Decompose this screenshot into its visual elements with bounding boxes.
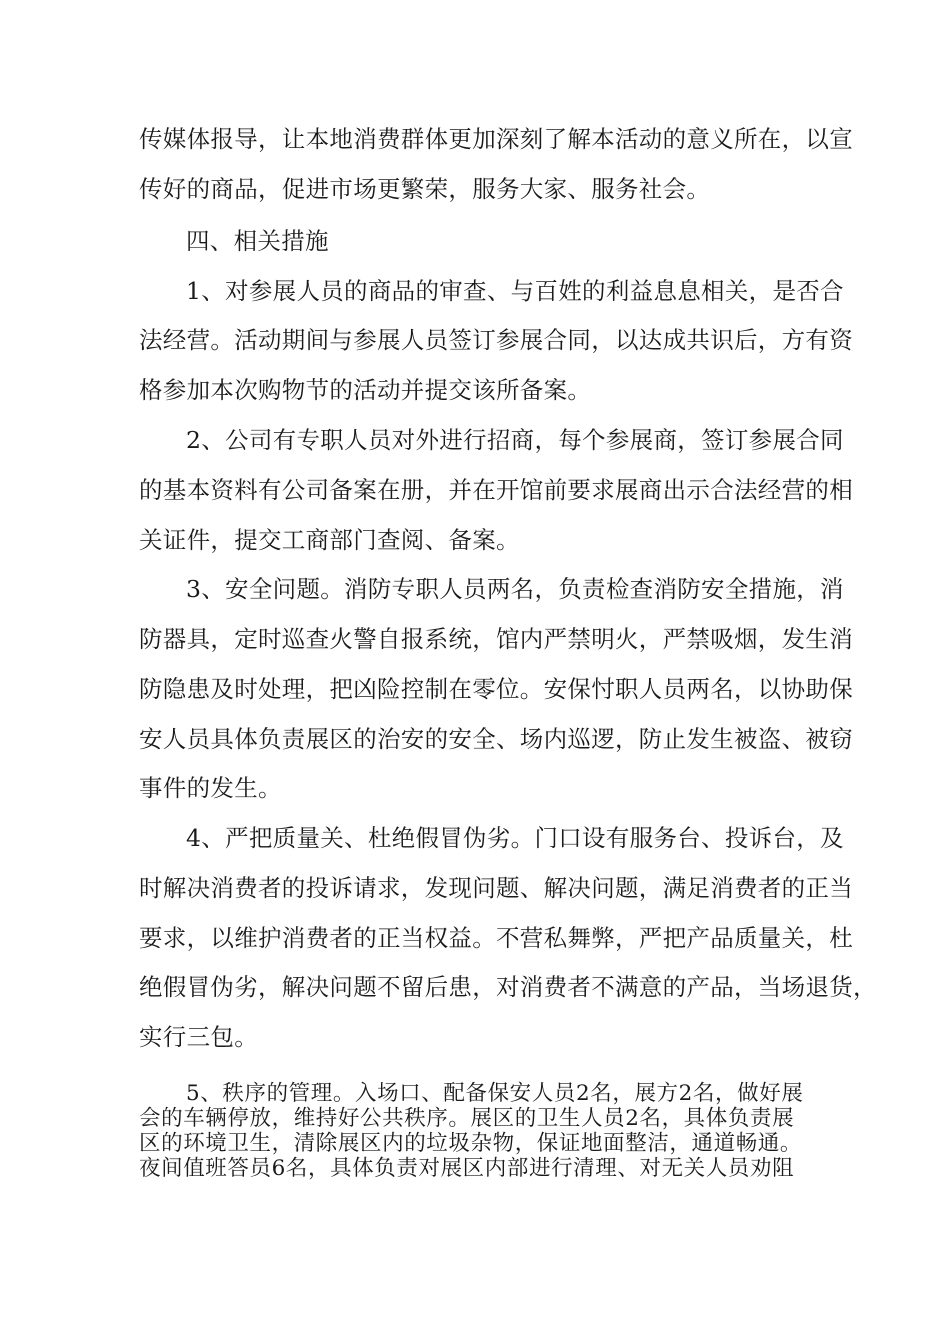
paragraph-line: 格参加本次购物节的活动并提交该所备案。	[139, 376, 592, 404]
paragraph-line: 法经营。活动期间与参展人员签订参展合同，以达成共识后，方有资	[139, 326, 853, 354]
paragraph-line: 会的车辆停放，维持好公共秩序。展区的卫生人员2名，具体负责展	[139, 1106, 795, 1131]
paragraph-line: 2、公司有专职人员对外进行招商，每个参展商，签订参展合同	[186, 426, 844, 454]
paragraph-line: 绝假冒伪劣，解决问题不留后患，对消费者不满意的产品，当场退货，	[139, 973, 877, 1001]
paragraph-line: 防隐患及时处理，把凶险控制在零位。安保忖职人员两名，以协助保	[139, 675, 853, 703]
paragraph-line: 安人员具体负责展区的治安的安全、场内巡逻，防止发生被盗、被窃	[139, 725, 853, 753]
paragraph-line: 4、严把质量关、杜绝假冒伪劣。门口设有服务台、投诉台，及	[186, 824, 844, 852]
paragraph-line: 的基本资料有公司备案在册，并在开馆前要求展商出示合法经营的相	[139, 476, 853, 504]
paragraph-line: 3、安全问题。消防专职人员两名，负责检查消防安全措施，消	[186, 575, 844, 603]
paragraph-line: 防器具，定时巡查火警自报系统，馆内严禁明火，严禁吸烟，发生消	[139, 625, 853, 653]
section-heading: 四、相关措施	[186, 227, 329, 255]
paragraph-line: 传媒体报导，让本地消费群体更加深刻了解本活动的意义所在，以宣	[139, 125, 853, 153]
paragraph-line: 关证件，提交工商部门查阅、备案。	[139, 526, 520, 554]
paragraph-line: 传好的商品，促进市场更繁荣，服务大家、服务社会。	[139, 175, 711, 203]
paragraph-line: 时解决消费者的投诉请求，发现问题、解决问题，满足消费者的正当	[139, 874, 853, 902]
paragraph-line: 区的环境卫生，清除展区内的垃圾杂物，保证地面整洁，通道畅通。	[139, 1131, 803, 1156]
paragraph-line: 实行三包。	[139, 1023, 258, 1051]
paragraph-line: 事件的发生。	[139, 774, 282, 802]
paragraph-line: 5、秩序的管理。入场口、配备保安人员2名，展方2名，做好展	[186, 1081, 804, 1106]
paragraph-line: 1、对参展人员的商品的审查、与百姓的利益息息相关，是否合	[186, 277, 844, 305]
paragraph-line: 要求，以维护消费者的正当权益。不营私舞弊，严把产品质量关，杜	[139, 924, 853, 952]
paragraph-line: 夜间值班答员6名，具体负责对展区内部进行清理、对无关人员劝阻	[139, 1156, 795, 1181]
